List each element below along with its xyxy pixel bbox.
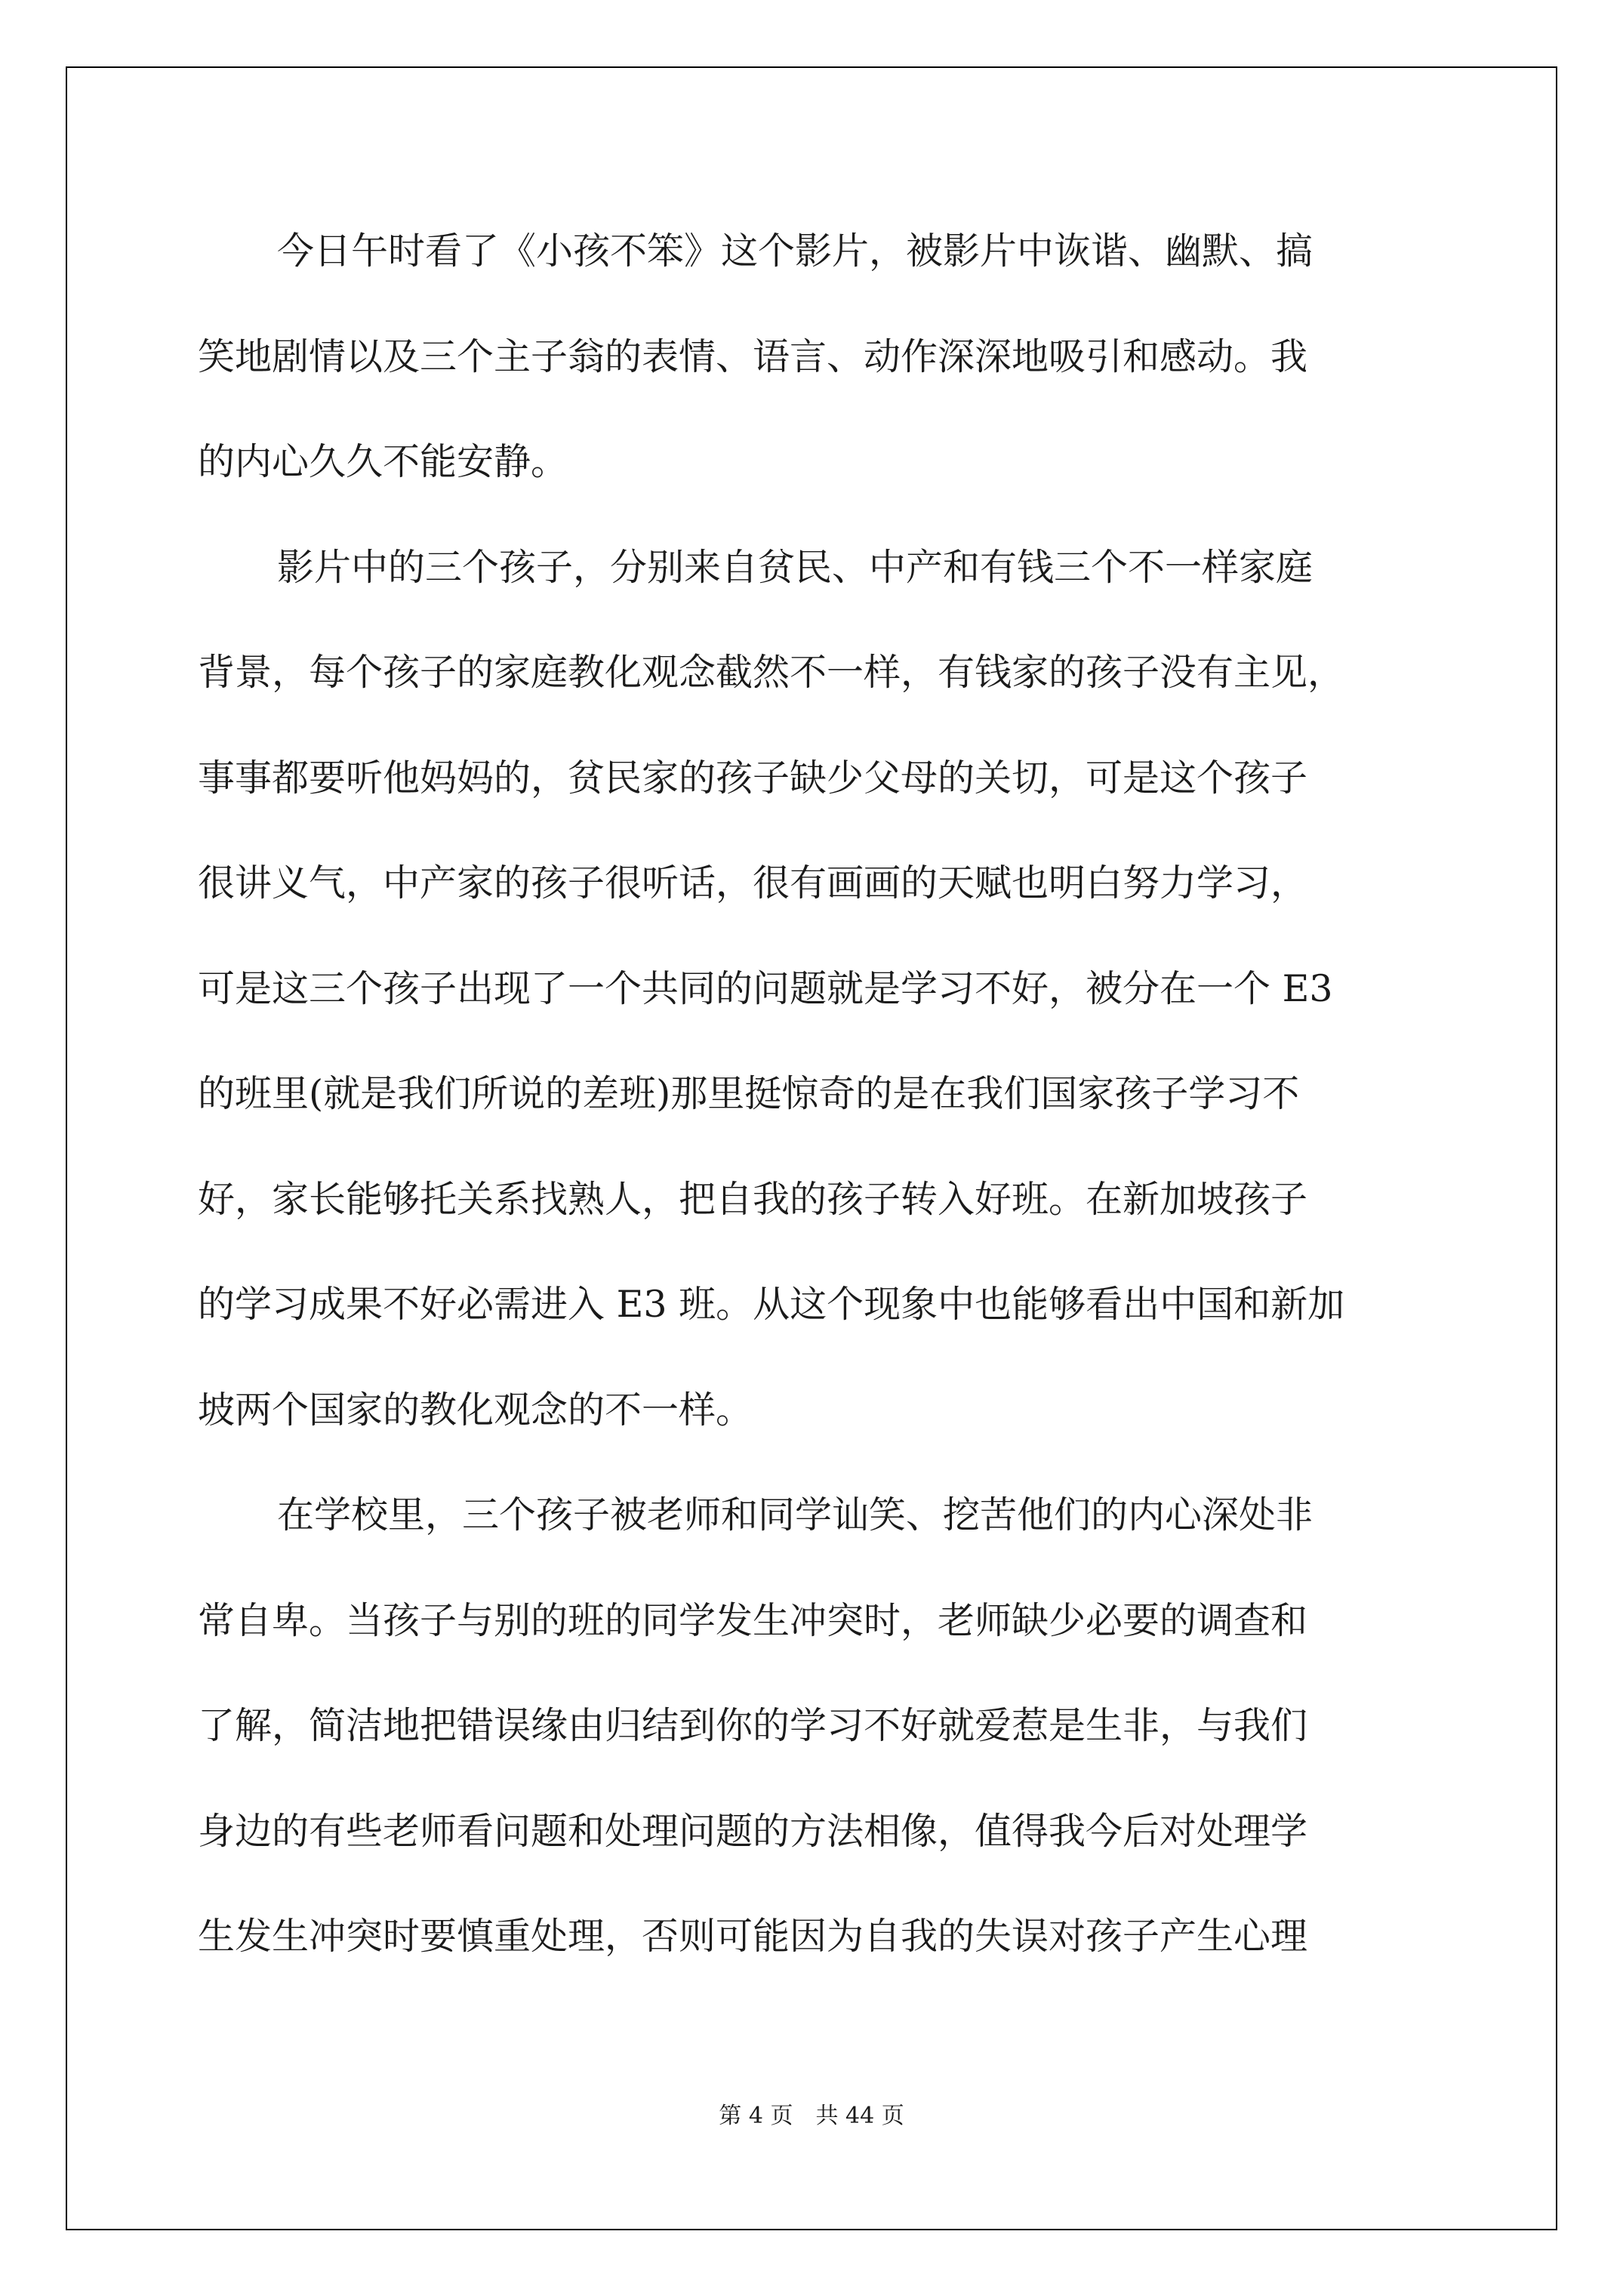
text-line: 在学校里，三个孩子被老师和同学讪笑、挖苦他们的内心深处非	[277, 1493, 1313, 1536]
text-line: 的班里(就是我们所说的差班)那里挺惊奇的是在我们国家孩子学习不	[198, 1072, 1300, 1115]
text-line: 常自卑。当孩子与别的班的同学发生冲突时，老师缺少必要的调查和	[198, 1598, 1308, 1642]
text-line: 坡两个国家的教化观念的不一样。	[198, 1388, 753, 1432]
text-line: 的学习成果不好必需进入 E3 班。从这个现象中也能够看出中国和新加	[198, 1283, 1345, 1326]
text-line: 好，家长能够托关系找熟人，把自我的孩子转入好班。在新加坡孩子	[198, 1177, 1308, 1221]
text-line: 生发生冲突时要慎重处理，否则可能因为自我的失误对孩子产生心理	[198, 1915, 1308, 1958]
page-number-footer: 第 4 页 共 44 页	[719, 2103, 904, 2129]
text-line: 事事都要听他妈妈的，贫民家的孩子缺少父母的关切，可是这个孩子	[198, 756, 1308, 800]
text-line: 可是这三个孩子出现了一个共同的问题就是学习不好，被分在一个 E3	[198, 966, 1333, 1010]
text-line: 笑地剧情以及三个主子翁的表情、语言、动作深深地吸引和感动。我	[198, 334, 1308, 378]
text-line: 了解，简洁地把错误缘由归结到你的学习不好就爱惹是生非，与我们	[198, 1704, 1308, 1747]
text-line: 背景，每个孩子的家庭教化观念截然不一样，有钱家的孩子没有主见，	[198, 651, 1345, 694]
document-body	[198, 217, 1436, 2008]
text-line: 影片中的三个孩子，分别来自贫民、中产和有钱三个不一样家庭	[277, 545, 1313, 589]
text-line: 身边的有些老师看问题和处理问题的方法相像，值得我今后对处理学	[198, 1809, 1308, 1853]
text-line: 今日午时看了《小孩不笨》这个影片，被影片中诙谐、幽默、搞	[277, 230, 1313, 273]
text-line: 很讲义气，中产家的孩子很听话，很有画画的天赋也明白努力学习，	[198, 861, 1308, 905]
text-line: 的内心久久不能安静。	[198, 440, 568, 483]
